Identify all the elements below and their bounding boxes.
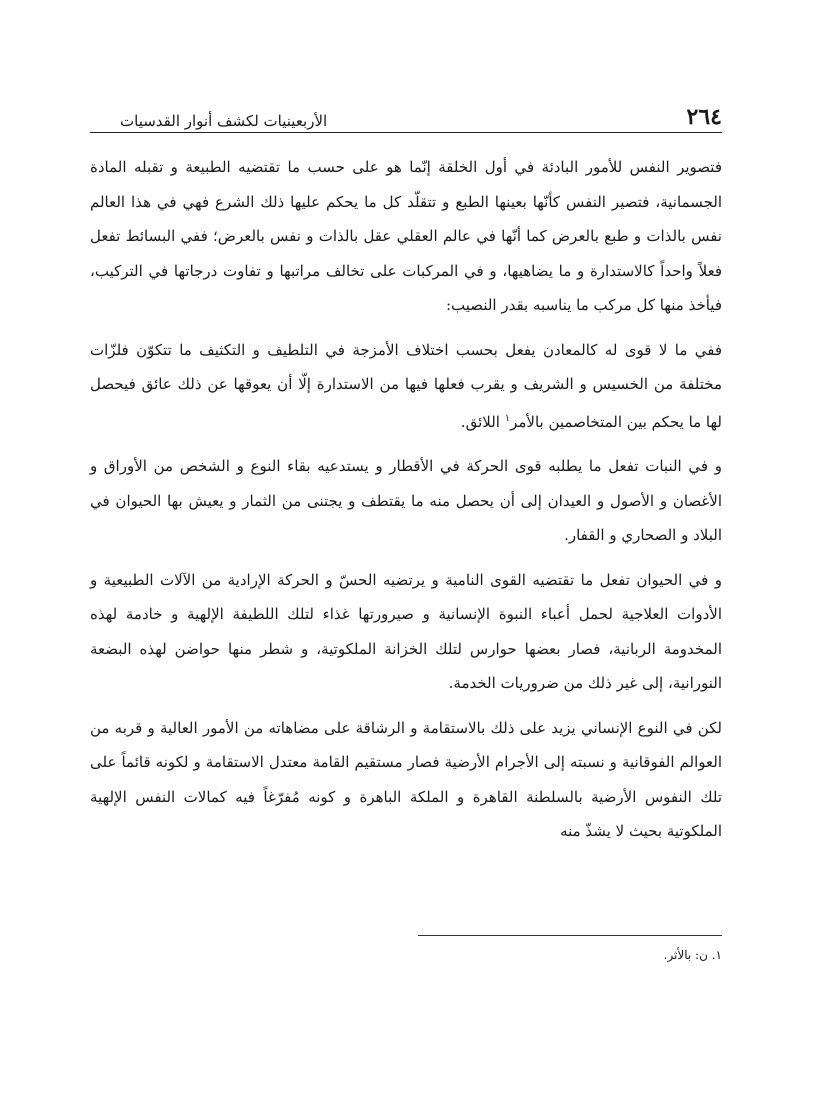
running-title: الأربعينيات لكشف أنوار القدسيات bbox=[120, 112, 328, 130]
footnote: ١. ن: بالأثر. bbox=[663, 948, 722, 962]
paragraph-5: لكن في النوع الإنساني يزيد على ذلك بالاستقامة و الرشاقة على مضاهاته من الأمور العالية و قربه من العوالم الفوقانية و نسبته إلى الأجرام الأرضية فصار مستقيم القامة معتدل الاستقامة و لكونه قائماً على تلك النفوس الأرضية بالسلطنة القاهرة و الملكة الباهرة و كونه مُفرّغاً فيه كمالات النفس الإلهية الملكوتية بحيث لا يشذّ منه bbox=[90, 718, 722, 840]
paragraph-1: فتصوير النفس للأمور البادئة في أول الخلقة إنّما هو على حسب ما تقتضيه الطبيعة و تقبله المادة الجسمانية، فتصير النفس كأنّها بعينها الطبع و تتقلّد كل ما يحكم عليها ذلك الشرع فهي في هذا العالم نفس بالذات و طبع بالعرض كما أنّها في عالم العقلي عقل بالذات و نفس بالعرض؛ ففي البسائط تفعل فعلاً واحداً كالاستدارة و ما يضاهيها، و في المركبات على تخالف مراتبها و تفاوت درجاتها في التركيب، فيأخذ منها كل مركب ما يناسبه بقدر النصيب: bbox=[90, 158, 722, 314]
paragraph-2-text: ففي ما لا قوى له كالمعادن يفعل بحسب اختلاف الأمزجة في التلطيف و التكثيف ما تتكوّن فلزّات مختلفة من الخسيس و الشريف و يقرب فعلها فيها من الاستدارة إلّا أن يعوقها عن ذلك عائق فيحصل لها ما يحكم بين المتخاصمين بالأمر bbox=[90, 340, 722, 431]
page-header bbox=[90, 92, 722, 130]
page-number: ٢٦٤ bbox=[686, 104, 722, 130]
paragraph-3: و في النبات تفعل ما يطلبه قوى الحركة في الأقطار و يستدعيه بقاء النوع و الشخص من الأوراق و الأغصان و الأصول و العيدان إلى أن يحصل منه ما يقتطف و يجتنى من الثمار و يعيش بها الحيوان في البلاد و الصحاري و القفار. bbox=[90, 457, 722, 544]
footnote-rule bbox=[418, 935, 722, 936]
paragraph-2 bbox=[90, 333, 722, 440]
body-text bbox=[90, 150, 722, 849]
paragraph-2-tail: اللائق. bbox=[460, 412, 505, 431]
header-rule bbox=[90, 132, 722, 133]
footnote-marker: ١ bbox=[504, 412, 511, 424]
paragraph-4: و في الحيوان تفعل ما تقتضيه القوى النامية و يرتضيه الحسّ و الحركة الإرادية من الآلات الطبيعية و الأدوات العلاجية لحمل أعباء النبوة الإنسانية و صيرورتها غذاء لتلك اللطيفة الإلهية و خادمة لهذه المخدومة الربانية، فصار بعضها حوارس لتلك الخزانة الملكوتية، و شطر منها حواضن لهذه البضعة النورانية، إلى غير ذلك من ضروريات الخدمة. bbox=[90, 570, 722, 692]
